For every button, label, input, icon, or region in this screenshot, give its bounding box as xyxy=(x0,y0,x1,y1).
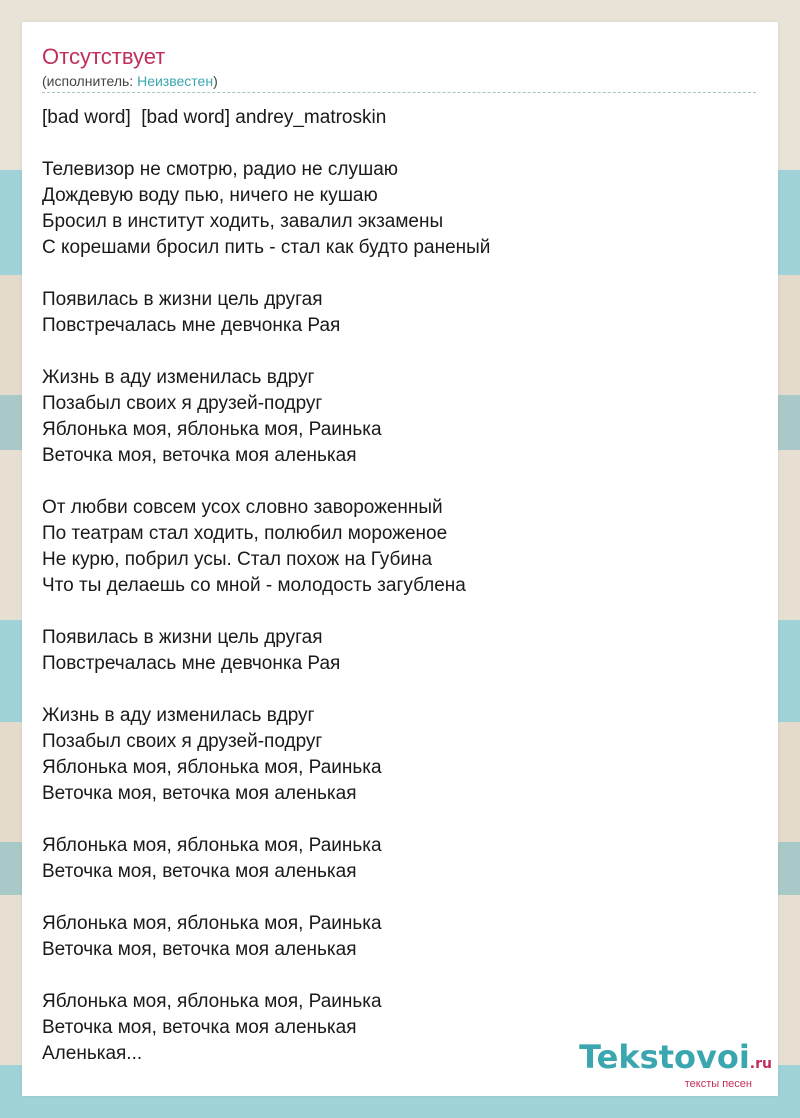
divider xyxy=(42,92,756,93)
song-title: Отсутствует xyxy=(42,44,166,69)
lyrics-text: [bad word] [bad word] andrey_matroskin Телевизор не смотрю, радио не слушаю Дождевую воду пью, ничего не кушаю Бросил в институт ходить, завалил экзамены С корешами бросил пить - стал как будто раненый Появилась в жизни цель другая Повстречалась мне девчонка Рая Жизнь в аду изменилась вдруг Позабыл своих я друзей-подруг Яблонька моя, яблонька моя, Раинька Веточка моя, веточка моя аленькая От любви совсем усох словно завороженный По театрам стал ходить, полюбил мороженое Не курю, побрил усы. Стал похож на Губина Что ты делаешь со мной - молодость загублена Появилась в жизни цель другая Повстречалась мне девчонка Рая Жизнь в аду изменилась вдруг Позабыл своих я друзей-подруг Яблонька моя, яблонька моя, Раинька Веточка моя, веточка моя аленькая Яблонька моя, яблонька моя, Раинька Веточка моя, веточка моя аленькая Яблонька моя, яблонька моя, Раинька Веточка моя, веточка моя аленькая Яблонька моя, яблонька моя, Раинька Веточка моя, веточка моя аленькая Аленькая... xyxy=(42,107,491,1064)
artist-line xyxy=(42,73,218,89)
artist-prefix: (исполнитель: xyxy=(42,73,138,89)
artist-link[interactable]: Неизвестен xyxy=(137,73,214,89)
artist-suffix: ) xyxy=(213,73,218,89)
logo-subtitle: тексты песен xyxy=(684,1078,752,1090)
logo-main-text: Tekstovoi xyxy=(579,1038,750,1076)
logo-wordmark xyxy=(579,1040,772,1081)
logo-tld: .ru xyxy=(749,1056,772,1072)
site-logo[interactable] xyxy=(579,1040,772,1090)
lyrics-page xyxy=(22,22,778,1096)
